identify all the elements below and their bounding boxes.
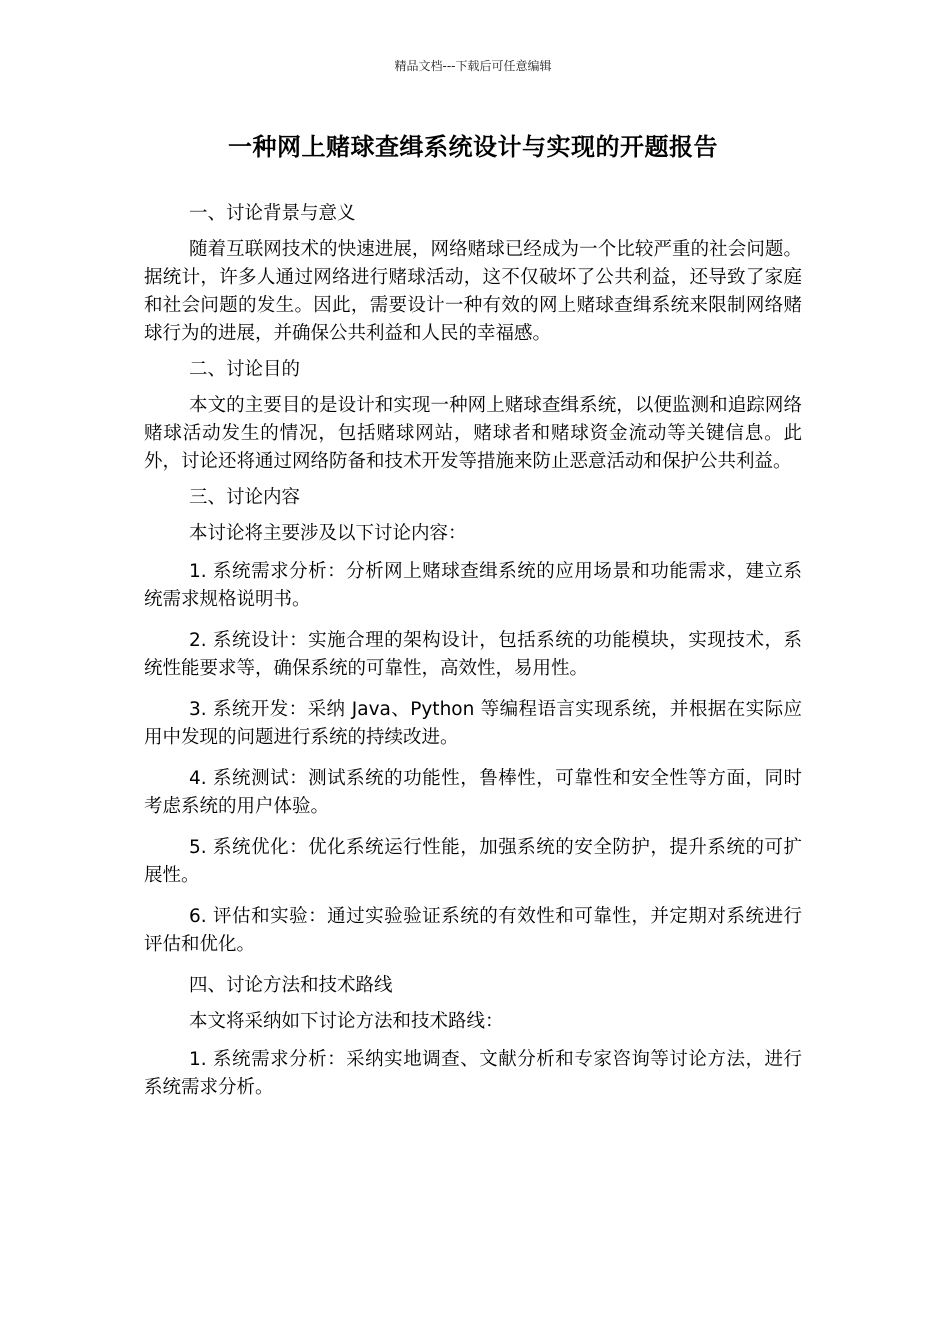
- list-item: 4. 系统测试：测试系统的功能性，鲁棒性，可靠性和安全性等方面，同时考虑系统的用户体验。: [144, 768, 802, 817]
- document-title: 一种网上赌球查缉系统设计与实现的开题报告: [228, 133, 718, 161]
- section-heading-background: 一、讨论背景与意义: [189, 203, 356, 224]
- list-item: 6. 评估和实验：通过实验验证系统的有效性和可靠性，并定期对系统进行评估和优化。: [144, 906, 802, 955]
- list-item: 1. 系统需求分析：采纳实地调查、文献分析和专家咨询等讨论方法，进行系统需求分析。: [144, 1049, 802, 1098]
- section-heading-methods: 四、讨论方法和技术路线: [189, 975, 393, 996]
- section-heading-purpose: 二、讨论目的: [189, 359, 301, 380]
- paragraph-methods-intro: 本文将采纳如下讨论方法和技术路线：: [189, 1011, 504, 1032]
- list-item: 1. 系统需求分析：分析网上赌球查缉系统的应用场景和功能需求，建立系统需求规格说明书。: [144, 561, 802, 610]
- list-item: 2. 系统设计：实施合理的架构设计，包括系统的功能模块，实现技术，系统性能要求等，确保系统的可靠性，高效性，易用性。: [144, 630, 802, 679]
- section-heading-content: 三、讨论内容: [189, 487, 301, 508]
- paragraph-background: 随着互联网技术的快速进展，网络赌球已经成为一个比较严重的社会问题。据统计，许多人通过网络进行赌球活动，这不仅破坏了公共利益，还导致了家庭和社会问题的发生。因此，需要设计一种有效的网上赌球查缉系统来限制网络赌球行为的进展，并确保公共利益和人民的幸福感。: [144, 239, 802, 344]
- list-item: 5. 系统优化：优化系统运行性能，加强系统的安全防护，提升系统的可扩展性。: [144, 837, 802, 886]
- paragraph-purpose: 本文的主要目的是设计和实现一种网上赌球查缉系统，以便监测和追踪网络赌球活动发生的情况，包括赌球网站，赌球者和赌球资金流动等关键信息。此外，讨论还将通过网络防备和技术开发等措施来防止恶意活动和保护公共利益。: [144, 395, 802, 472]
- page-header-note: 精品文档---下载后可任意编辑: [394, 59, 552, 73]
- document-body: [144, 200, 802, 1102]
- paragraph-content-intro: 本讨论将主要涉及以下讨论内容：: [189, 523, 467, 544]
- list-item: 3. 系统开发：采纳 Java、Python 等编程语言实现系统，并根据在实际应用中发现的问题进行系统的持续改进。: [144, 699, 802, 748]
